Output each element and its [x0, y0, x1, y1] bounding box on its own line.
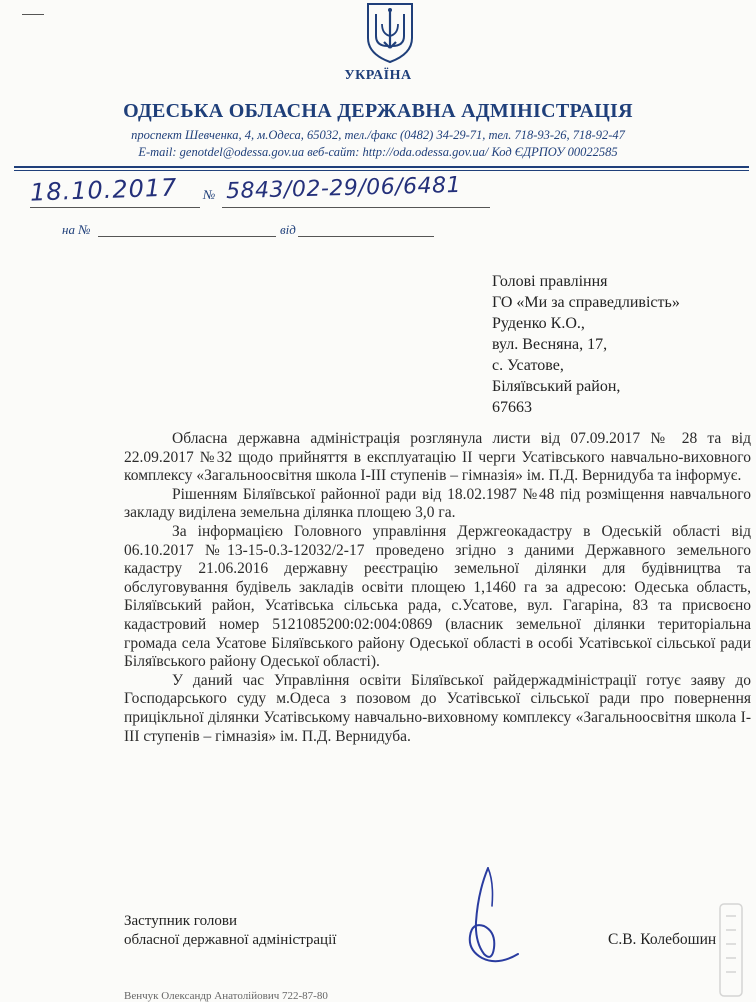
signatory-name: С.В. Колебошин [608, 931, 717, 948]
letterhead-divider-thin [14, 170, 749, 171]
recipient-block [492, 271, 680, 418]
recipient-line: Біляївський район, [492, 378, 621, 395]
recipient-line: вул. Весняна, 17, [492, 336, 608, 353]
executor-note: Венчук Олександр Анатолійович 722-87-80 [124, 990, 328, 1002]
reference-blank [98, 236, 276, 237]
signatory-title-line: Заступник голови [124, 913, 237, 929]
letter-body [124, 430, 751, 746]
signatory-title [124, 912, 336, 950]
from-label: від [280, 222, 296, 237]
country-name: УКРАЇНА [344, 68, 412, 83]
number-underline [222, 207, 490, 208]
date-underline [30, 207, 200, 208]
outgoing-date: 18.10.2017 [29, 173, 178, 207]
body-paragraph: За інформацією Головного управління Держгеокадастру в Одеській області від 06.10.2017 №13-15-0.3-12032/2-17 проведено згідно з даними Державного земельного кадастру 21.06.2016 державну реєстрацію земельної ділянки для будівництва та обслуговування будівель закладів освіти площею 1,1460 га за адресою: Одеська область, Біляївський район, Усатівська сільська рада, с.Усатове, вул. Гагаріна, 83 та присвоєно кадастровий номер 5121085200:02:004:0869 (власник земельної ділянки територіальна громада села Усатове Біляївського району Одеської області в особі Усатівської сільської ради Біляївського району Одеської області). [124, 522, 751, 671]
reference-label: на № [62, 222, 91, 237]
recipient-line: с. Усатове, [492, 357, 564, 374]
outgoing-number: 5843/02-29/06/6481 [225, 172, 462, 205]
body-paragraph: Рішенням Біляївської районної ради від 18.02.1987 №48 під розміщення навчального закладу виділена земельна ділянка площею 3,0 га. [124, 485, 751, 522]
trident-emblem-icon [362, 0, 418, 66]
body-paragraph: У даний час Управління освіти Біляївської райдержадміністрації готує заяву до Господарського суду м.Одеса з позовом до Усатівської сільської ради про повернення прицікльної ділянки Усатівському навчально-виховному комплексу «Загальноосвітня школа І-ІІІ ступенів – гімназія» ім. П.Д. Вернидуба. [124, 671, 751, 745]
recipient-line: ГО «Ми за справедливість» [492, 294, 680, 311]
handwritten-signature-icon [448, 862, 538, 972]
watermark-logo-icon [714, 900, 748, 1000]
recipient-line: Руденко К.О., [492, 315, 585, 332]
recipient-line: Голові правління [492, 273, 608, 290]
number-label: № [203, 187, 216, 202]
letterhead-divider [14, 166, 749, 168]
organization-contacts: E-mail: genotdel@odessa.gov.ua веб-сайт: http://oda.odessa.gov.ua/ Код ЄДРПОУ 00022585 [138, 145, 618, 159]
body-paragraph: Обласна державна адміністрація розглянула листи від 07.09.2017 № 28 та від 22.09.2017 №32 щодо прийняття в експлуатацію ІІ черги Усатівського навчально-виховного комплексу «Загальноосвітня школа І-ІІІ ступенів – гімназія» ім. П.Д. Вернидуба та інформує. [124, 430, 751, 485]
recipient-line: 67663 [492, 399, 532, 416]
organization-address: проспект Шевченка, 4, м.Одеса, 65032, тел./факс (0482) 34-29-71, тел. 718-93-26, 718-92-47 [131, 128, 625, 142]
signatory-title-line: обласної державної адміністрації [124, 932, 337, 948]
organization-name: ОДЕСЬКА ОБЛАСНА ДЕРЖАВНА АДМІНІСТРАЦІЯ [123, 100, 633, 122]
from-blank [298, 236, 434, 237]
corner-mark [22, 14, 44, 15]
